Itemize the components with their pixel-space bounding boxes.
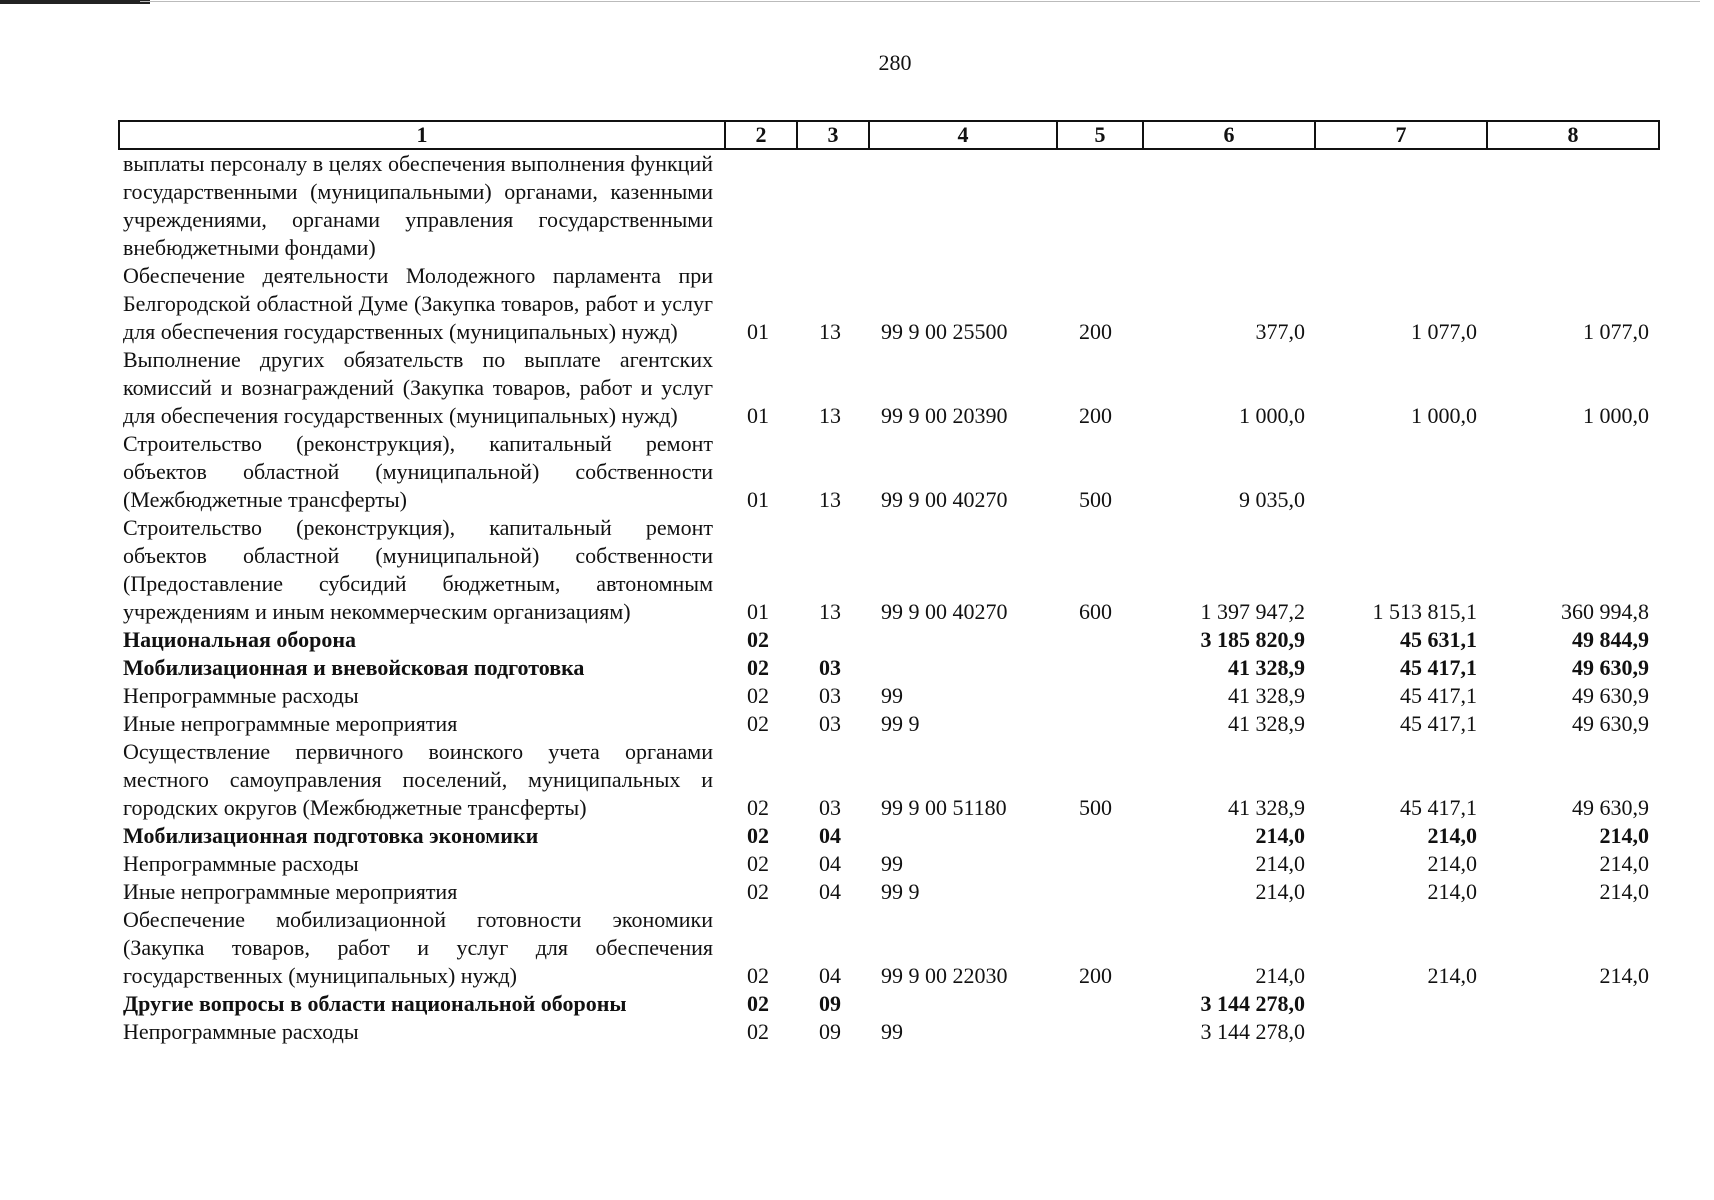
subsection-code: 09: [819, 991, 841, 1016]
amount-col-6: 214,0: [1255, 851, 1305, 876]
target-article-code: 99 9 00 51180: [881, 795, 1007, 820]
subsection-code: 09: [819, 1019, 841, 1044]
target-article-code: [869, 654, 1057, 682]
amount-col-8: 49 630,9: [1572, 711, 1649, 736]
amount-col-7: 214,0: [1427, 879, 1477, 904]
scan-edge-line: [0, 0, 150, 4]
row-name: Мобилизационная и вневойсковая подготовка: [123, 655, 585, 680]
table-row: [119, 738, 1659, 822]
amount-col-6: 3 144 278,0: [1200, 991, 1305, 1016]
row-name: Строительство (реконструкция), капитальный ремонт объектов областной (муниципальной) собственности (Межбюджетные трансферты): [123, 431, 713, 512]
table-row: [119, 822, 1659, 850]
row-name: Другие вопросы в области национальной обороны: [123, 991, 627, 1016]
target-article-code: 99 9 00 40270: [881, 487, 1008, 512]
expense-type-code: [1057, 878, 1143, 906]
row-name: Осуществление первичного воинского учета органами местного самоуправления поселений, муниципальных и городских округов (Межбюджетные трансферты): [123, 739, 713, 820]
row-name: Иные непрограммные мероприятия: [123, 711, 458, 736]
amount-col-6: 214,0: [1255, 823, 1305, 848]
expense-type-code: [1057, 710, 1143, 738]
expense-type-code: 200: [1079, 403, 1112, 428]
section-code: 02: [747, 627, 769, 652]
amount-col-6: 1 397 947,2: [1200, 599, 1305, 624]
amount-col-7: 45 417,1: [1400, 795, 1477, 820]
column-header-2: 2: [725, 121, 797, 149]
subsection-code: 03: [819, 795, 841, 820]
expense-type-code: [1057, 850, 1143, 878]
amount-col-8: 214,0: [1599, 823, 1649, 848]
subsection-code: 13: [819, 319, 841, 344]
amount-col-8: 360 994,8: [1561, 599, 1649, 624]
table-row: [119, 850, 1659, 878]
expense-type-code: [1057, 822, 1143, 850]
subsection-code: 04: [819, 851, 841, 876]
amount-col-8: 1 077,0: [1583, 319, 1649, 344]
subsection-code: 13: [819, 403, 841, 428]
table-row: [119, 626, 1659, 654]
subsection-code: 04: [819, 823, 841, 848]
expense-type-code: [1057, 682, 1143, 710]
section-code: 01: [747, 487, 769, 512]
row-name: Обеспечение деятельности Молодежного парламента при Белгородской областной Думе (Закупка товаров, работ и услуг для обеспечения государственных (муниципальных) нужд): [123, 263, 713, 344]
amount-col-8: 214,0: [1599, 879, 1649, 904]
row-name: Выполнение других обязательств по выплате агентских комиссий и вознаграждений (Закупка товаров, работ и услуг для обеспечения государственных (муниципальных) нужд): [123, 347, 713, 428]
target-article-code: 99: [881, 1019, 903, 1044]
amount-col-8: [1487, 990, 1659, 1018]
table-row: [119, 878, 1659, 906]
amount-col-6: [1143, 149, 1315, 262]
subsection-code: 04: [819, 879, 841, 904]
amount-col-7: 214,0: [1427, 823, 1477, 848]
column-header-7: 7: [1315, 121, 1487, 149]
expense-type-code: [1057, 626, 1143, 654]
table-body: [119, 149, 1659, 1046]
target-article-code: 99: [881, 851, 903, 876]
table-row: [119, 149, 1659, 262]
subsection-code: 03: [819, 655, 841, 680]
section-code: 02: [747, 655, 769, 680]
amount-col-8: 49 630,9: [1572, 683, 1649, 708]
row-name: Непрограммные расходы: [123, 1019, 359, 1044]
section-code: 02: [747, 991, 769, 1016]
amount-col-7: [1315, 430, 1487, 514]
table-row: [119, 430, 1659, 514]
target-article-code: [869, 149, 1057, 262]
amount-col-8: 214,0: [1599, 963, 1649, 988]
amount-col-8: 1 000,0: [1583, 403, 1649, 428]
page-number: 280: [878, 50, 912, 75]
expense-type-code: [1057, 1018, 1143, 1046]
column-header-6: 6: [1143, 121, 1315, 149]
expense-type-code: 200: [1079, 319, 1112, 344]
subsection-code: 13: [819, 487, 841, 512]
table-row: [119, 1018, 1659, 1046]
table-row: [119, 654, 1659, 682]
section-code: 01: [747, 403, 769, 428]
expense-type-code: 600: [1079, 599, 1112, 624]
amount-col-7: 45 417,1: [1400, 655, 1477, 680]
amount-col-6: 214,0: [1255, 963, 1305, 988]
amount-col-7: [1315, 149, 1487, 262]
column-header-3: 3: [797, 121, 869, 149]
amount-col-8: 214,0: [1599, 851, 1649, 876]
target-article-code: 99 9 00 25500: [881, 319, 1008, 344]
section-code: 02: [747, 711, 769, 736]
budget-table: [118, 120, 1660, 1046]
subsection-code: [797, 149, 869, 262]
amount-col-8: [1487, 149, 1659, 262]
section-code: 02: [747, 851, 769, 876]
target-article-code: 99 9 00 20390: [881, 403, 1008, 428]
section-code: 02: [747, 963, 769, 988]
amount-col-7: 1 077,0: [1411, 319, 1477, 344]
table-row: [119, 262, 1659, 346]
expense-type-code: 200: [1079, 963, 1112, 988]
amount-col-6: 41 328,9: [1228, 683, 1305, 708]
column-header-5: 5: [1057, 121, 1143, 149]
target-article-code: 99 9: [881, 711, 920, 736]
amount-col-7: 1 000,0: [1411, 403, 1477, 428]
column-header-1: 1: [119, 121, 725, 149]
expense-type-code: [1057, 990, 1143, 1018]
target-article-code: [869, 822, 1057, 850]
amount-col-7: [1315, 1018, 1487, 1046]
amount-col-7: 1 513 815,1: [1372, 599, 1477, 624]
section-code: 01: [747, 599, 769, 624]
table-row: [119, 682, 1659, 710]
section-code: 02: [747, 1019, 769, 1044]
target-article-code: [869, 626, 1057, 654]
table-row: [119, 346, 1659, 430]
target-article-code: 99 9: [881, 879, 920, 904]
table-header-row: [119, 121, 1659, 149]
amount-col-7: 45 417,1: [1400, 711, 1477, 736]
amount-col-6: 1 000,0: [1239, 403, 1305, 428]
amount-col-7: 45 631,1: [1400, 627, 1477, 652]
expense-type-code: 500: [1079, 487, 1112, 512]
row-name: Мобилизационная подготовка экономики: [123, 823, 539, 848]
amount-col-7: 214,0: [1427, 851, 1477, 876]
row-name: выплаты персоналу в целях обеспечения выполнения функций государственными (муниципальными) органами, казенными учреждениями, органами управления государственными внебюджетными фондами): [123, 151, 713, 260]
amount-col-7: 45 417,1: [1400, 683, 1477, 708]
row-name: Обеспечение мобилизационной готовности экономики (Закупка товаров, работ и услуг для обеспечения государственных (муниципальных) нужд): [123, 907, 713, 988]
amount-col-8: 49 630,9: [1572, 795, 1649, 820]
subsection-code: 13: [819, 599, 841, 624]
amount-col-6: 41 328,9: [1228, 655, 1305, 680]
column-header-4: 4: [869, 121, 1057, 149]
amount-col-6: 3 185 820,9: [1200, 627, 1305, 652]
row-name: Непрограммные расходы: [123, 851, 359, 876]
row-name: Иные непрограммные мероприятия: [123, 879, 458, 904]
subsection-code: 03: [819, 683, 841, 708]
subsection-code: 04: [819, 963, 841, 988]
amount-col-8: [1487, 1018, 1659, 1046]
section-code: 02: [747, 879, 769, 904]
column-header-8: 8: [1487, 121, 1659, 149]
amount-col-7: [1315, 990, 1487, 1018]
row-name: Строительство (реконструкция), капитальный ремонт объектов областной (муниципальной) собственности (Предоставление субсидий бюджетным, автономным учреждениям и иным некоммерческим организациям): [123, 515, 713, 624]
amount-col-6: 41 328,9: [1228, 711, 1305, 736]
amount-col-6: 9 035,0: [1239, 487, 1305, 512]
expense-type-code: [1057, 149, 1143, 262]
subsection-code: [797, 626, 869, 654]
table-row: [119, 514, 1659, 626]
amount-col-6: 41 328,9: [1228, 795, 1305, 820]
amount-col-6: 3 144 278,0: [1200, 1019, 1305, 1044]
target-article-code: [869, 990, 1057, 1018]
row-name: Непрограммные расходы: [123, 683, 359, 708]
amount-col-7: 214,0: [1427, 963, 1477, 988]
amount-col-8: 49 630,9: [1572, 655, 1649, 680]
amount-col-6: 214,0: [1255, 879, 1305, 904]
target-article-code: 99 9 00 40270: [881, 599, 1008, 624]
table-row: [119, 710, 1659, 738]
section-code: 01: [747, 319, 769, 344]
section-code: [725, 149, 797, 262]
amount-col-8: [1487, 430, 1659, 514]
target-article-code: 99: [881, 683, 903, 708]
section-code: 02: [747, 795, 769, 820]
amount-col-8: 49 844,9: [1572, 627, 1649, 652]
expense-type-code: 500: [1079, 795, 1112, 820]
expense-type-code: [1057, 654, 1143, 682]
section-code: 02: [747, 823, 769, 848]
scan-edge-line-thin: [140, 1, 1700, 2]
table-row: [119, 990, 1659, 1018]
target-article-code: 99 9 00 22030: [881, 963, 1008, 988]
section-code: 02: [747, 683, 769, 708]
amount-col-6: 377,0: [1255, 319, 1305, 344]
row-name: Национальная оборона: [123, 627, 357, 652]
table-row: [119, 906, 1659, 990]
subsection-code: 03: [819, 711, 841, 736]
